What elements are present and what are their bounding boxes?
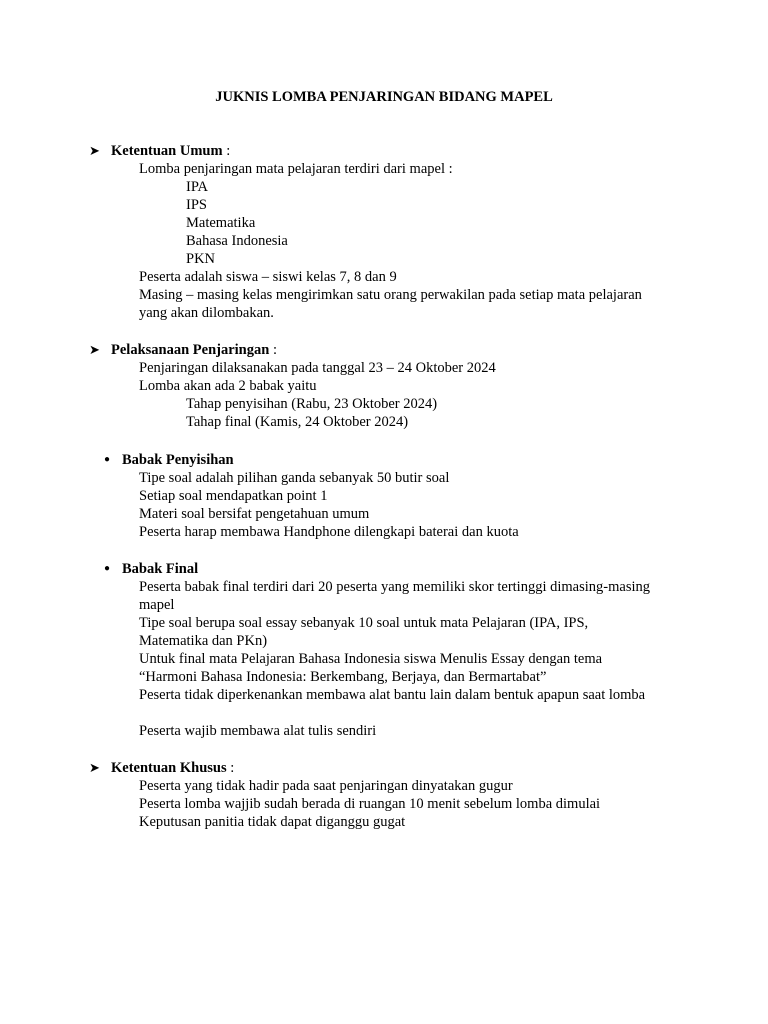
pelaksanaan-heading: Pelaksanaan Penjaringan : [111, 342, 277, 358]
final-item: Untuk final mata Pelajaran Bahasa Indonesia siswa Menulis Essay dengan tema “Harmoni Bahasa Indonesia: Berkembang, Berjaya, dan Bermartabat” [139, 651, 603, 685]
tahap-item: Tahap penyisihan (Rabu, 23 Oktober 2024) [186, 396, 438, 412]
babak-penyisihan-heading: Babak Penyisihan [122, 452, 234, 468]
final-item: Peserta wajib membawa alat tulis sendiri [139, 723, 377, 739]
ketentuan-umum-masing: Masing – masing kelas mengirimkan satu orang perwakilan pada setiap mata pelajaran yang akan dilombakan. [139, 287, 642, 321]
khusus-item: Keputusan panitia tidak dapat diganggu gugat [139, 814, 406, 830]
ketentuan-umum-intro: Lomba penjaringan mata pelajaran terdiri dari mapel : [139, 161, 453, 177]
final-item: Tipe soal berupa soal essay sebanyak 10 soal untuk mata Pelajaran (IPA, IPS, Matematika dan PKn) [139, 615, 589, 649]
ketentuan-khusus-heading: Ketentuan Khusus : [111, 760, 235, 776]
arrow-bullet-icon: ➤ [89, 760, 100, 775]
mapel-item: IPA [186, 179, 209, 195]
khusus-item: Peserta yang tidak hadir pada saat penjaringan dinyatakan gugur [139, 778, 513, 794]
penyisihan-item: Peserta harap membawa Handphone dilengkapi baterai dan kuota [139, 524, 519, 540]
ketentuan-umum-heading: Ketentuan Umum : [111, 143, 231, 159]
ketentuan-umum-peserta: Peserta adalah siswa – siswi kelas 7, 8 dan 9 [139, 269, 397, 285]
penyisihan-item: Tipe soal adalah pilihan ganda sebanyak 50 butir soal [139, 470, 450, 486]
tahap-item: Tahap final (Kamis, 24 Oktober 2024) [186, 414, 409, 430]
mapel-item: Matematika [186, 215, 256, 231]
mapel-item: PKN [186, 251, 216, 267]
pelaksanaan-tanggal: Penjaringan dilaksanakan pada tanggal 23 – 24 Oktober 2024 [139, 360, 496, 376]
penyisihan-item: Materi soal bersifat pengetahuan umum [139, 506, 370, 522]
document-title: JUKNIS LOMBA PENJARINGAN BIDANG MAPEL [215, 89, 553, 105]
arrow-bullet-icon: ➤ [89, 143, 100, 158]
final-item: Peserta babak final terdiri dari 20 peserta yang memiliki skor tertinggi dimasing-masing mapel [139, 579, 650, 613]
mapel-item: IPS [186, 197, 207, 213]
dot-bullet-icon: ● [104, 563, 111, 574]
pelaksanaan-babak: Lomba akan ada 2 babak yaitu [139, 378, 317, 394]
babak-final-heading: Babak Final [122, 561, 199, 577]
penyisihan-item: Setiap soal mendapatkan point 1 [139, 488, 328, 504]
mapel-item: Bahasa Indonesia [186, 233, 288, 249]
final-item: Peserta tidak diperkenankan membawa alat bantu lain dalam bentuk apapun saat lomba [139, 687, 646, 703]
khusus-item: Peserta lomba wajjib sudah berada di ruangan 10 menit sebelum lomba dimulai [139, 796, 601, 812]
arrow-bullet-icon: ➤ [89, 342, 100, 357]
dot-bullet-icon: ● [104, 454, 111, 465]
